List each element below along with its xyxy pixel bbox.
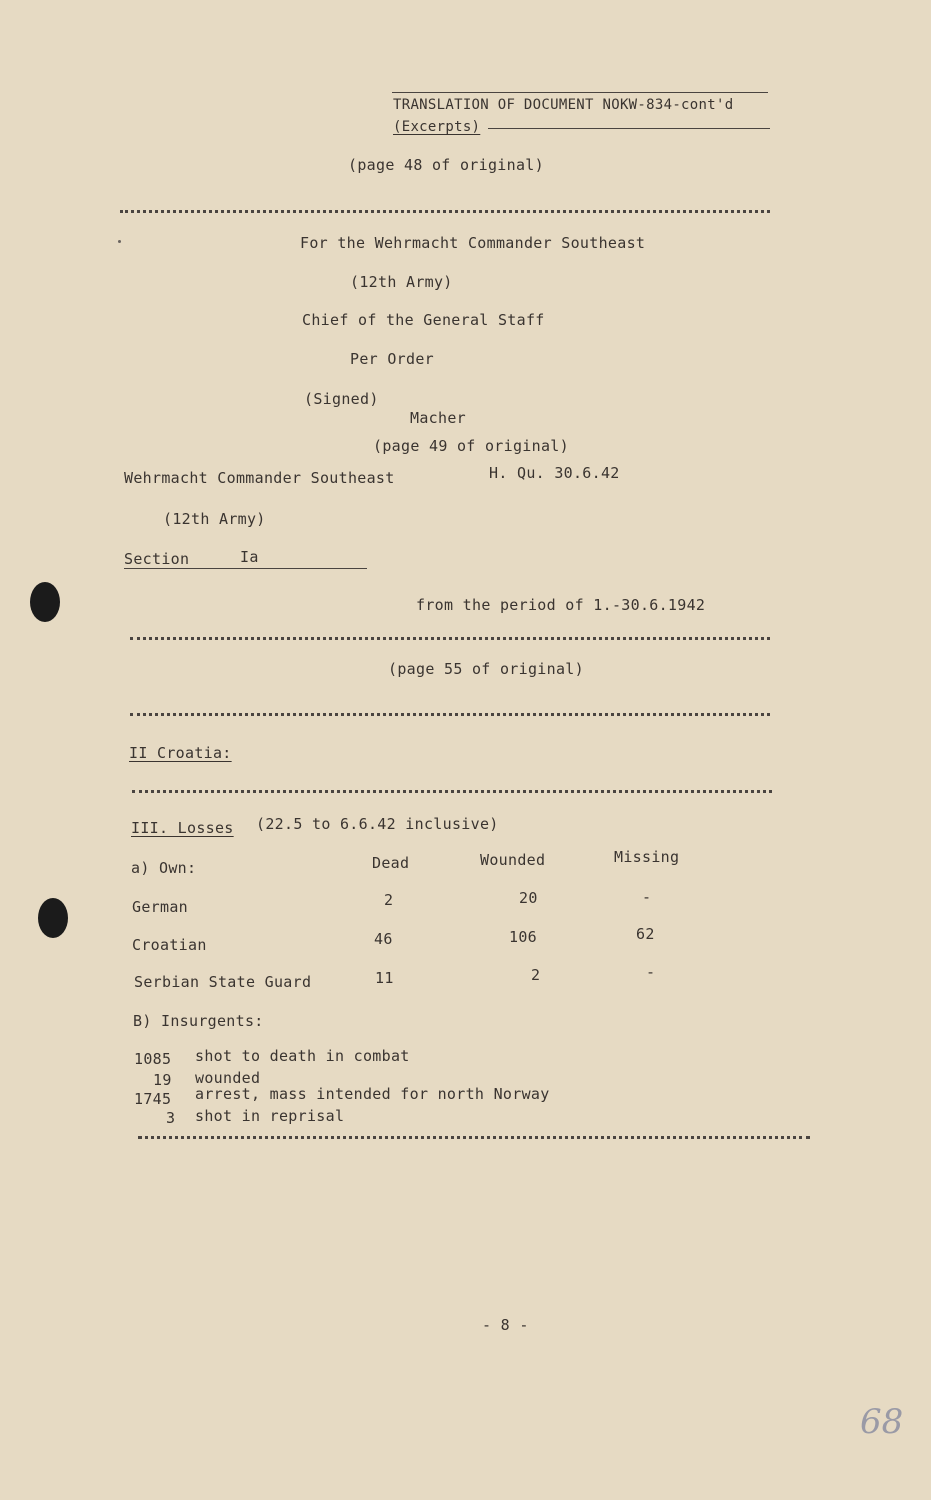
cell-wounded: 2 bbox=[531, 966, 541, 984]
punch-hole-bottom bbox=[38, 898, 68, 938]
cell-dead: 46 bbox=[374, 930, 393, 948]
document-title: TRANSLATION OF DOCUMENT NOKW-834-cont'd bbox=[393, 97, 734, 113]
insurgent-desc: arrest, mass intended for north Norway bbox=[195, 1085, 550, 1103]
insurgent-count: 1085 bbox=[134, 1050, 172, 1068]
header-top-rule bbox=[392, 92, 768, 93]
ellipsis-divider bbox=[130, 713, 770, 716]
column-header-missing: Missing bbox=[614, 848, 680, 866]
cell-dead: 2 bbox=[384, 891, 394, 909]
ellipsis-divider bbox=[138, 1136, 810, 1139]
row-label: Croatian bbox=[132, 936, 207, 954]
insurgent-count: 3 bbox=[166, 1109, 176, 1127]
signature-line-4: Per Order bbox=[350, 350, 434, 368]
punch-hole-top bbox=[30, 582, 60, 622]
signature-line-3: Chief of the General Staff bbox=[302, 311, 545, 329]
hq-date: H. Qu. 30.6.42 bbox=[489, 464, 620, 482]
page-note-48: (page 48 of original) bbox=[348, 156, 544, 174]
cell-wounded: 20 bbox=[519, 889, 538, 907]
section-label: Section bbox=[124, 550, 190, 568]
handwritten-folio-number: 68 bbox=[860, 1402, 904, 1442]
signer-name: Macher bbox=[410, 409, 466, 427]
cell-missing: - bbox=[646, 963, 656, 981]
ellipsis-divider bbox=[120, 210, 770, 213]
army-designation: (12th Army) bbox=[163, 510, 266, 528]
cell-wounded: 106 bbox=[509, 928, 537, 946]
croatia-heading: II Croatia: bbox=[129, 744, 232, 762]
signature-line-2: (12th Army) bbox=[350, 273, 453, 291]
ellipsis-divider bbox=[132, 790, 772, 793]
signed-label: (Signed) bbox=[304, 390, 379, 408]
ink-speck bbox=[118, 240, 121, 243]
insurgents-heading: B) Insurgents: bbox=[133, 1012, 264, 1030]
losses-date-range: (22.5 to 6.6.42 inclusive) bbox=[256, 815, 499, 833]
insurgent-count: 19 bbox=[153, 1071, 172, 1089]
excerpts-label: (Excerpts) bbox=[393, 119, 481, 135]
row-label: German bbox=[132, 898, 188, 916]
signature-line-1: For the Wehrmacht Commander Southeast bbox=[300, 234, 646, 252]
section-underline bbox=[124, 568, 367, 569]
page-note-55: (page 55 of original) bbox=[388, 660, 584, 678]
insurgent-desc: shot in reprisal bbox=[195, 1107, 345, 1125]
ellipsis-divider bbox=[130, 637, 770, 640]
sender-name: Wehrmacht Commander Southeast bbox=[124, 469, 395, 487]
own-forces-label: a) Own: bbox=[131, 859, 197, 877]
column-header-dead: Dead bbox=[372, 854, 410, 872]
column-header-wounded: Wounded bbox=[480, 851, 546, 869]
cell-missing: 62 bbox=[636, 925, 655, 943]
cell-dead: 11 bbox=[375, 969, 394, 987]
page-note-49: (page 49 of original) bbox=[373, 437, 569, 455]
losses-heading: III. Losses bbox=[131, 819, 234, 837]
period-line: from the period of 1.-30.6.1942 bbox=[416, 596, 706, 614]
insurgent-count: 1745 bbox=[134, 1090, 172, 1108]
insurgent-desc: wounded bbox=[195, 1069, 261, 1087]
header-bottom-rule bbox=[488, 128, 770, 129]
insurgent-desc: shot to death in combat bbox=[195, 1047, 410, 1065]
cell-missing: - bbox=[642, 888, 652, 906]
page-number: - 8 - bbox=[482, 1316, 529, 1334]
section-value: Ia bbox=[240, 548, 259, 566]
row-label: Serbian State Guard bbox=[134, 973, 312, 991]
